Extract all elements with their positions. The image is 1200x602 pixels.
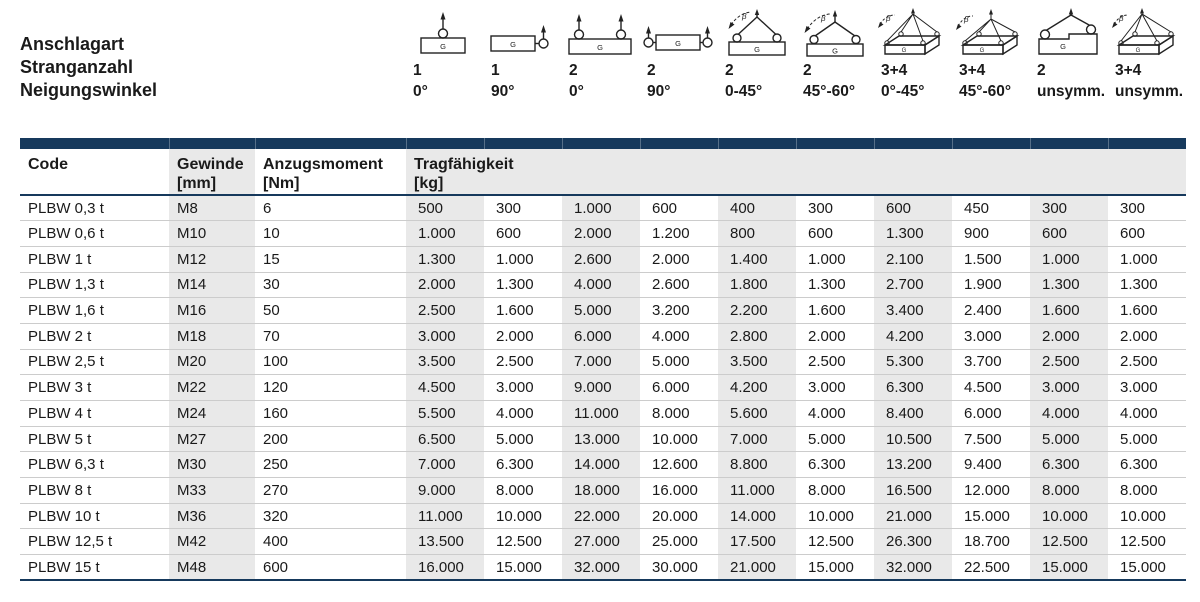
capacity-cell: 16.000 <box>640 478 718 504</box>
code-cell: PLBW 10 t <box>20 503 169 529</box>
two-strand-vertical-icon <box>563 8 637 60</box>
strands-label: 2 <box>1037 62 1046 79</box>
code-cell: PLBW 5 t <box>20 426 169 452</box>
capacity-cell: 5.000 <box>1108 426 1186 452</box>
capacity-cell: 4.500 <box>406 375 484 401</box>
capacity-cell: 10.000 <box>1108 503 1186 529</box>
capacity-cell: 450 <box>952 195 1030 221</box>
header-anzugsmoment-unit: [Nm] <box>263 175 300 192</box>
capacity-cell: 3.500 <box>718 349 796 375</box>
code-cell: PLBW 1,3 t <box>20 272 169 298</box>
capacity-cell: 2.000 <box>484 323 562 349</box>
capacity-cell: 8.000 <box>1030 478 1108 504</box>
capacity-cell: 5.300 <box>874 349 952 375</box>
capacity-cell: 8.000 <box>796 478 874 504</box>
header-code <box>20 149 169 195</box>
svg-text:β: β <box>742 12 747 21</box>
single-strand-vertical-icon <box>407 8 481 60</box>
capacity-cell: 2.000 <box>562 221 640 247</box>
capacity-cell: 600 <box>640 195 718 221</box>
table-body <box>20 195 1186 580</box>
capacity-cell: 13.500 <box>406 529 484 555</box>
angle-label: 45°-60° <box>959 83 1012 100</box>
capacity-cell: 3.000 <box>1030 375 1108 401</box>
table-row <box>20 246 1186 272</box>
single-strand-side-icon <box>485 8 559 60</box>
sling-type-9 <box>1030 8 1108 102</box>
sling-type-4 <box>640 8 718 102</box>
spec-cell: 120 <box>255 375 406 401</box>
capacity-cell: 600 <box>1108 221 1186 247</box>
header-gewinde <box>169 149 255 195</box>
svg-text:G: G <box>1060 42 1066 51</box>
capacity-cell: 1.200 <box>640 221 718 247</box>
capacity-cell: 5.000 <box>484 426 562 452</box>
svg-text:β: β <box>886 14 891 23</box>
table-row <box>20 298 1186 324</box>
strands-label: 1 <box>491 62 500 79</box>
angle-label: 45°-60° <box>803 83 856 100</box>
column-separator <box>169 138 170 149</box>
sling-type-3 <box>562 8 640 102</box>
capacity-cell: 10.000 <box>484 503 562 529</box>
capacity-cell: 900 <box>952 221 1030 247</box>
capacity-cell: 2.100 <box>874 246 952 272</box>
svg-text:β: β <box>964 15 969 24</box>
capacity-cell: 2.500 <box>406 298 484 324</box>
capacity-cell: 15.000 <box>952 503 1030 529</box>
three-four-strand-unsymmetric-icon <box>1109 8 1183 60</box>
column-separator <box>640 138 641 149</box>
capacity-cell: 4.000 <box>484 401 562 427</box>
capacity-cell: 32.000 <box>874 555 952 581</box>
capacity-cell: 4.200 <box>718 375 796 401</box>
capacity-cell: 7.000 <box>406 452 484 478</box>
capacity-cell: 32.000 <box>562 555 640 581</box>
strands-label: 3+4 <box>881 62 908 79</box>
spec-cell: 10 <box>255 221 406 247</box>
spec-cell: M20 <box>169 349 255 375</box>
two-strand-angled-0-45-icon <box>719 8 793 60</box>
capacity-cell: 1.300 <box>406 246 484 272</box>
capacity-cell: 500 <box>406 195 484 221</box>
capacity-cell: 8.800 <box>718 452 796 478</box>
spec-cell: 6 <box>255 195 406 221</box>
spec-cell: M42 <box>169 529 255 555</box>
angle-label: unsymm. <box>1037 83 1106 100</box>
strands-label: 3+4 <box>1115 62 1142 79</box>
capacity-cell: 14.000 <box>718 503 796 529</box>
table-row <box>20 195 1186 221</box>
capacity-cell: 1.600 <box>1108 298 1186 324</box>
sling-type-10 <box>1108 8 1186 102</box>
capacity-cell: 1.400 <box>718 246 796 272</box>
angle-label: 0° <box>569 83 584 100</box>
strands-label: 2 <box>569 62 578 79</box>
spec-cell: M36 <box>169 503 255 529</box>
legend-line-anschlagart: Anschlagart <box>20 34 125 54</box>
spec-cell: 200 <box>255 426 406 452</box>
capacity-cell: 5.600 <box>718 401 796 427</box>
spec-cell: 30 <box>255 272 406 298</box>
spec-cell: M27 <box>169 426 255 452</box>
svg-text:G: G <box>901 48 907 54</box>
spec-cell: M24 <box>169 401 255 427</box>
capacity-cell: 1.000 <box>1030 246 1108 272</box>
capacity-cell: 1.000 <box>796 246 874 272</box>
two-strand-angled-45-60-icon <box>797 8 871 60</box>
capacity-cell: 10.000 <box>1030 503 1108 529</box>
two-strand-side-icon <box>641 8 715 60</box>
capacity-cell: 18.000 <box>562 478 640 504</box>
header-gewinde-unit: [mm] <box>177 175 217 192</box>
capacity-cell: 1.300 <box>1030 272 1108 298</box>
capacity-cell: 11.000 <box>562 401 640 427</box>
capacity-cell: 12.600 <box>640 452 718 478</box>
table-row <box>20 272 1186 298</box>
capacity-cell: 6.300 <box>796 452 874 478</box>
capacity-cell: 8.000 <box>1108 478 1186 504</box>
capacity-cell: 9.400 <box>952 452 1030 478</box>
capacity-cell: 400 <box>718 195 796 221</box>
spec-cell: M48 <box>169 555 255 581</box>
capacity-cell: 15.000 <box>1120 558 1166 576</box>
capacity-cell: 4.500 <box>952 375 1030 401</box>
capacity-cell: 3.000 <box>1108 375 1186 401</box>
strands-label: 2 <box>803 62 812 79</box>
capacity-cell: 4.000 <box>640 323 718 349</box>
spec-cell: 250 <box>255 452 406 478</box>
capacity-cell: 16.000 <box>406 555 484 581</box>
capacity-cell: 1.600 <box>1030 298 1108 324</box>
capacity-cell: 10.500 <box>874 426 952 452</box>
table-row <box>20 503 1186 529</box>
column-separator <box>718 138 719 149</box>
capacity-cell: 6.300 <box>1108 452 1186 478</box>
table-row <box>20 452 1186 478</box>
capacity-cell: 7.000 <box>562 349 640 375</box>
capacity-cell: 3.700 <box>952 349 1030 375</box>
capacity-cell: 30.000 <box>652 558 698 576</box>
legend-block <box>20 33 157 102</box>
spec-cell: 160 <box>255 401 406 427</box>
spec-cell: 600 <box>263 558 289 576</box>
capacity-cell: 7.000 <box>718 426 796 452</box>
capacity-cell: 5.000 <box>640 349 718 375</box>
code-cell: PLBW 4 t <box>20 401 169 427</box>
capacity-cell: 4.000 <box>1108 401 1186 427</box>
capacity-cell: 3.000 <box>484 375 562 401</box>
table-header-row <box>20 149 1186 195</box>
capacity-cell: 4.000 <box>796 401 874 427</box>
capacity-cell: 9.000 <box>406 478 484 504</box>
capacity-cell: 1.000 <box>1108 246 1186 272</box>
capacity-cell: 5.000 <box>796 426 874 452</box>
capacity-cell: 2.000 <box>640 246 718 272</box>
sling-type-1 <box>406 8 484 102</box>
capacity-cell: 2.500 <box>484 349 562 375</box>
spec-cell: 50 <box>255 298 406 324</box>
capacity-cell: 4.000 <box>562 272 640 298</box>
capacity-cell: 600 <box>796 221 874 247</box>
capacity-cell: 1.800 <box>718 272 796 298</box>
capacity-cell: 21.000 <box>874 503 952 529</box>
table-row <box>20 426 1186 452</box>
code-cell: PLBW 0,6 t <box>20 221 169 247</box>
capacity-cell: 16.500 <box>874 478 952 504</box>
three-four-strand-0-45-icon <box>875 8 949 60</box>
capacity-cell: 2.200 <box>718 298 796 324</box>
angle-label: 0° <box>413 83 428 100</box>
spec-cell: M18 <box>169 323 255 349</box>
spec-cell: 320 <box>255 503 406 529</box>
capacity-cell: 8.000 <box>484 478 562 504</box>
capacity-cell: 8.000 <box>640 401 718 427</box>
capacity-cell: 15.000 <box>808 558 854 576</box>
column-separator <box>406 138 407 149</box>
capacity-cell: 2.000 <box>796 323 874 349</box>
capacity-cell: 11.000 <box>406 503 484 529</box>
svg-text:G: G <box>675 39 681 48</box>
capacity-cell: 12.500 <box>796 529 874 555</box>
capacity-cell: 300 <box>484 195 562 221</box>
strands-label: 2 <box>725 62 734 79</box>
column-separator <box>1030 138 1031 149</box>
capacity-cell: 13.200 <box>874 452 952 478</box>
code-cell: PLBW 15 t <box>28 558 100 576</box>
capacity-cell: 2.000 <box>406 272 484 298</box>
header-anzugsmoment-label: Anzugsmoment <box>263 156 383 173</box>
spec-cell: 400 <box>255 529 406 555</box>
capacity-cell: 3.000 <box>796 375 874 401</box>
two-strand-unsymmetric-icon <box>1031 8 1105 60</box>
angle-label: 90° <box>491 83 515 100</box>
table-row <box>20 323 1186 349</box>
svg-text:G: G <box>510 40 516 49</box>
capacity-cell: 300 <box>1108 195 1186 221</box>
capacity-cell: 1.300 <box>1108 272 1186 298</box>
capacity-cell: 22.500 <box>964 558 1010 576</box>
spec-cell: M8 <box>169 195 255 221</box>
svg-text:G: G <box>1135 48 1141 54</box>
code-cell: PLBW 2 t <box>20 323 169 349</box>
capacity-cell: 8.400 <box>874 401 952 427</box>
capacity-cell: 2.000 <box>1030 323 1108 349</box>
capacity-cell: 6.000 <box>952 401 1030 427</box>
table-row <box>20 555 1186 581</box>
capacity-cell: 3.000 <box>952 323 1030 349</box>
capacity-cell: 4.200 <box>874 323 952 349</box>
capacity-cell: 4.000 <box>1030 401 1108 427</box>
capacity-cell: 2.500 <box>1108 349 1186 375</box>
sling-type-5 <box>718 8 796 102</box>
capacity-cell: 600 <box>1030 221 1108 247</box>
capacity-cell: 18.700 <box>952 529 1030 555</box>
capacity-cell: 22.000 <box>562 503 640 529</box>
capacity-cell: 1.300 <box>796 272 874 298</box>
strands-label: 2 <box>647 62 656 79</box>
table-top-bar <box>20 138 1186 149</box>
capacity-cell: 12.500 <box>1030 529 1108 555</box>
legend-line-stranganzahl: Stranganzahl <box>20 57 134 77</box>
capacity-cell: 300 <box>796 195 874 221</box>
capacity-cell: 13.000 <box>562 426 640 452</box>
strands-label: 1 <box>413 62 422 79</box>
header-gewinde-label: Gewinde <box>177 156 244 173</box>
capacity-cell: 1.600 <box>796 298 874 324</box>
sling-type-8 <box>952 8 1030 102</box>
table-row <box>20 349 1186 375</box>
capacity-cell: 1.300 <box>874 221 952 247</box>
column-separator <box>874 138 875 149</box>
column-separator <box>484 138 485 149</box>
header-code-label: Code <box>28 156 68 173</box>
spec-cell: M14 <box>169 272 255 298</box>
capacity-cell: 1.600 <box>484 298 562 324</box>
capacity-cell: 600 <box>484 221 562 247</box>
capacity-cell: 1.000 <box>562 195 640 221</box>
capacity-cell: 14.000 <box>562 452 640 478</box>
column-separator <box>562 138 563 149</box>
capacity-cell: 300 <box>1030 195 1108 221</box>
capacity-cell: 2.000 <box>1108 323 1186 349</box>
code-cell: PLBW 1,6 t <box>20 298 169 324</box>
capacity-cell: 1.000 <box>484 246 562 272</box>
capacity-cell: 12.500 <box>1108 529 1186 555</box>
capacity-cell: 6.000 <box>562 323 640 349</box>
capacity-cell: 15.000 <box>496 558 542 576</box>
header-tragfaehigkeit-label: Tragfähigkeit <box>414 156 514 173</box>
capacity-cell: 11.000 <box>718 478 796 504</box>
three-four-strand-45-60-icon <box>953 8 1027 60</box>
capacity-cell: 2.500 <box>796 349 874 375</box>
capacity-cell: 9.000 <box>562 375 640 401</box>
table-row <box>20 401 1186 427</box>
spec-cell: 70 <box>255 323 406 349</box>
svg-text:G: G <box>440 42 446 51</box>
capacity-cell: 600 <box>874 195 952 221</box>
svg-text:β: β <box>821 14 826 23</box>
angle-label: unsymm. <box>1115 83 1184 100</box>
sling-type-2 <box>484 8 562 102</box>
table-row <box>20 375 1186 401</box>
capacity-cell: 2.400 <box>952 298 1030 324</box>
code-cell: PLBW 0,3 t <box>20 195 169 221</box>
capacity-cell: 1.500 <box>952 246 1030 272</box>
angle-label: 90° <box>647 83 671 100</box>
load-table-wrap <box>20 138 1186 581</box>
code-cell: PLBW 6,3 t <box>20 452 169 478</box>
strands-label: 3+4 <box>959 62 986 79</box>
capacity-cell: 10.000 <box>796 503 874 529</box>
capacity-cell: 2.500 <box>1030 349 1108 375</box>
capacity-cell: 3.200 <box>640 298 718 324</box>
capacity-cell: 20.000 <box>640 503 718 529</box>
spec-cell: M10 <box>169 221 255 247</box>
angle-label: 0-45° <box>725 83 763 100</box>
header-tragfaehigkeit <box>406 149 1186 195</box>
capacity-cell: 6.300 <box>1030 452 1108 478</box>
header-tragfaehigkeit-unit: [kg] <box>414 175 444 192</box>
sling-type-6 <box>796 8 874 102</box>
capacity-cell: 2.600 <box>640 272 718 298</box>
sling-type-7 <box>874 8 952 102</box>
table-row <box>20 529 1186 555</box>
capacity-cell: 27.000 <box>562 529 640 555</box>
capacity-cell: 5.000 <box>562 298 640 324</box>
capacity-cell: 5.500 <box>406 401 484 427</box>
spec-cell: M16 <box>169 298 255 324</box>
code-cell: PLBW 1 t <box>20 246 169 272</box>
spec-cell: M22 <box>169 375 255 401</box>
svg-text:G: G <box>754 45 760 54</box>
header-anzugsmoment <box>255 149 406 195</box>
svg-text:G: G <box>832 46 838 56</box>
column-separator <box>952 138 953 149</box>
angle-label: 0°-45° <box>881 83 925 100</box>
spec-cell: 15 <box>255 246 406 272</box>
capacity-cell: 2.800 <box>718 323 796 349</box>
capacity-cell: 17.500 <box>718 529 796 555</box>
capacity-cell: 6.500 <box>406 426 484 452</box>
code-cell: PLBW 8 t <box>20 478 169 504</box>
code-cell: PLBW 2,5 t <box>20 349 169 375</box>
code-cell: PLBW 3 t <box>20 375 169 401</box>
spec-cell: 100 <box>255 349 406 375</box>
capacity-cell: 2.700 <box>874 272 952 298</box>
capacity-cell: 3.500 <box>406 349 484 375</box>
capacity-cell: 25.000 <box>640 529 718 555</box>
spec-cell: M30 <box>169 452 255 478</box>
capacity-cell: 12.500 <box>484 529 562 555</box>
capacity-cell: 6.300 <box>484 452 562 478</box>
svg-text:β: β <box>1119 14 1124 23</box>
spec-cell: M33 <box>169 478 255 504</box>
capacity-cell: 10.000 <box>640 426 718 452</box>
spec-cell: 270 <box>255 478 406 504</box>
table-row <box>20 221 1186 247</box>
spec-cell: M12 <box>169 246 255 272</box>
capacity-cell: 6.000 <box>640 375 718 401</box>
column-separator <box>255 138 256 149</box>
column-separator <box>1108 138 1109 149</box>
code-cell: PLBW 12,5 t <box>20 529 169 555</box>
sling-type-strip <box>406 8 1186 102</box>
capacity-cell: 3.000 <box>406 323 484 349</box>
capacity-cell: 1.300 <box>484 272 562 298</box>
capacity-cell: 800 <box>718 221 796 247</box>
load-capacity-table <box>20 149 1186 581</box>
capacity-cell: 21.000 <box>718 555 796 581</box>
svg-text:G: G <box>597 43 603 52</box>
capacity-cell: 3.400 <box>874 298 952 324</box>
legend-line-neigungswinkel: Neigungswinkel <box>20 80 158 100</box>
capacity-cell: 5.000 <box>1030 426 1108 452</box>
capacity-cell: 12.000 <box>952 478 1030 504</box>
column-separator <box>796 138 797 149</box>
table-row <box>20 478 1186 504</box>
capacity-cell: 1.000 <box>406 221 484 247</box>
capacity-cell: 6.300 <box>874 375 952 401</box>
capacity-cell: 7.500 <box>952 426 1030 452</box>
capacity-cell: 1.900 <box>952 272 1030 298</box>
capacity-cell: 2.600 <box>562 246 640 272</box>
capacity-cell: 26.300 <box>874 529 952 555</box>
svg-text:G: G <box>979 48 985 54</box>
capacity-cell: 15.000 <box>1030 555 1108 581</box>
